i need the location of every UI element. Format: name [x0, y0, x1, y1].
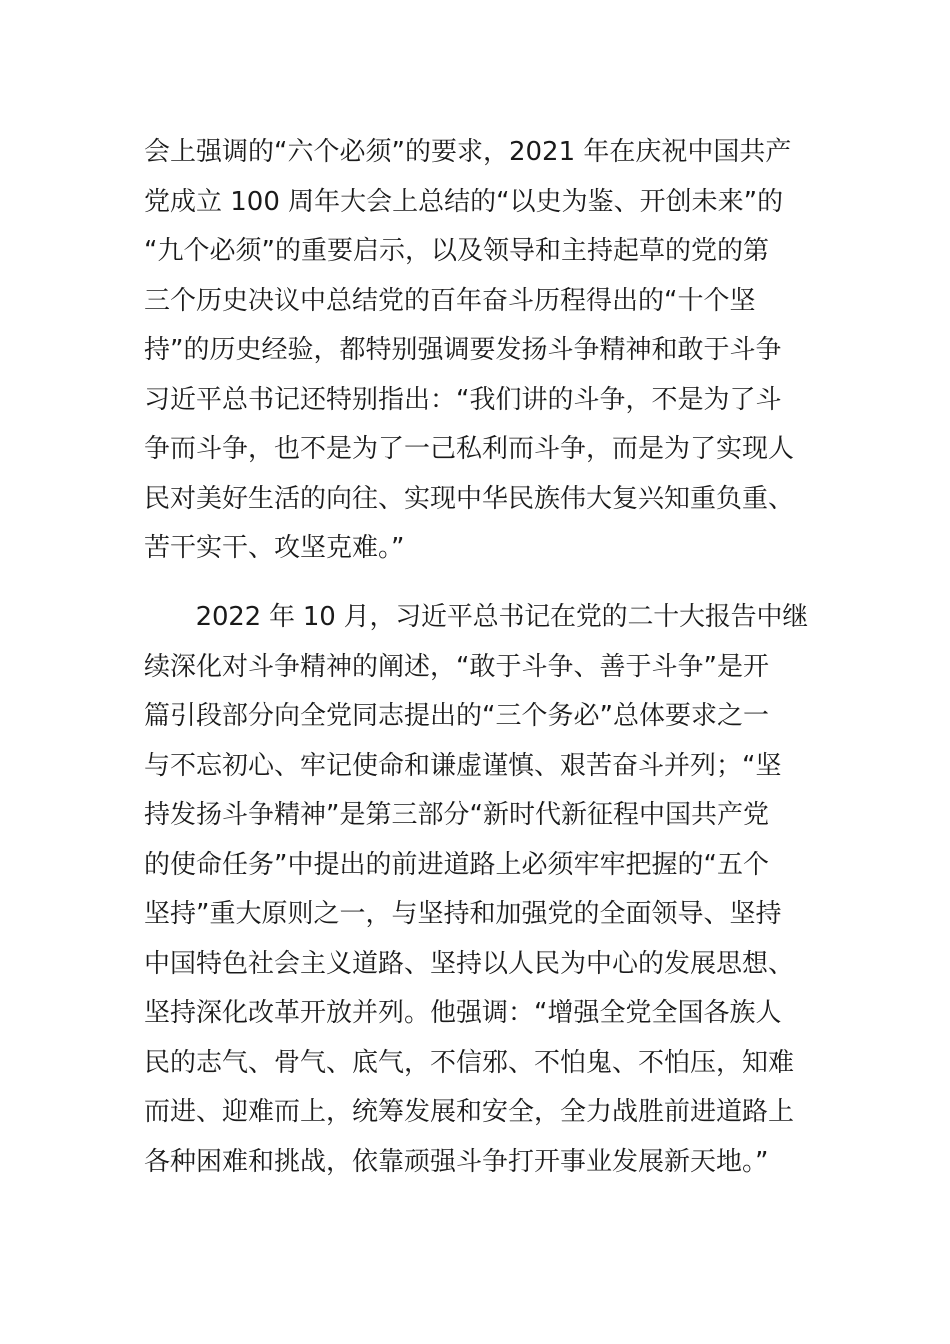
text-line: 民的志气、骨气、底气，不信邪、不怕鬼、不怕压，知难	[144, 1047, 795, 1078]
text-line: 苦干实干、攻坚克难。”	[144, 533, 405, 563]
text-line: 中国特色社会主义道路、坚持以人民为中心的发展思想、	[144, 948, 795, 979]
text-line: 党成立 100 周年大会上总结的“以史为鉴、开创未来”的	[144, 186, 784, 217]
paragraph-2	[144, 593, 808, 1187]
text-line: 的使命任务”中提出的前进道路上必须牢牢把握的“五个	[144, 849, 769, 880]
text-line: 持发扬斗争精神”是第三部分“新时代新征程中国共产党	[144, 800, 769, 830]
text-line: 续深化对斗争精神的阐述，“敢于斗争、善于斗争”是开	[144, 651, 769, 682]
text-line: 而进、迎难而上，统筹发展和安全，全力战胜前进道路上	[144, 1097, 795, 1127]
text-line: 三个历史决议中总结党的百年奋斗历程得出的“十个坚	[144, 285, 756, 316]
text-line: 坚持”重大原则之一，与坚持和加强党的全面领导、坚持	[144, 899, 782, 929]
text-line: 争而斗争，也不是为了一己私利而斗争，而是为了实现人	[144, 434, 795, 464]
paragraph-1	[144, 128, 808, 574]
text-line: 与不忘初心、牢记使命和谦虚谨慎、艰苦奋斗并列；“坚	[144, 750, 782, 781]
text-line: 民对美好生活的向往、实现中华民族伟大复兴知重负重、	[144, 483, 795, 514]
text-line: 持”的历史经验，都特别强调要发扬斗争精神和敢于斗争	[144, 335, 782, 365]
text-line: “九个必须”的重要启示，以及领导和主持起草的党的第	[144, 236, 769, 266]
text-line: 各种困难和挑战，依靠顽强斗争打开事业发展新天地。”	[144, 1146, 769, 1177]
text-line: 会上强调的“六个必须”的要求，2021 年在庆祝中国共产	[144, 137, 792, 167]
text-line: 篇引段部分向全党同志提出的“三个务必”总体要求之一	[144, 701, 769, 731]
text-line: 坚持深化改革开放并列。他强调：“增强全党全国各族人	[144, 998, 782, 1028]
text-line: 2022 年 10 月，习近平总书记在党的二十大报告中继	[144, 602, 809, 632]
text-line: 习近平总书记还特别指出：“我们讲的斗争，不是为了斗	[144, 384, 782, 415]
